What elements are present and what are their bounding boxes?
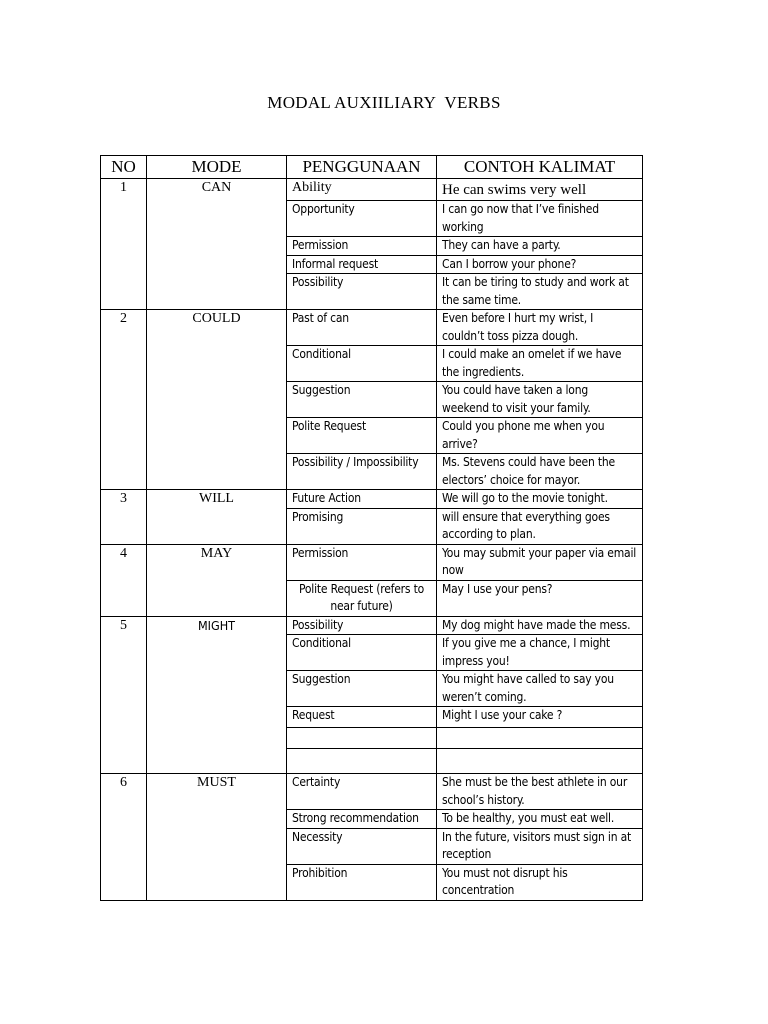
usage-cell: Prohibition [287, 864, 437, 900]
modal-verbs-table [100, 155, 643, 901]
usage-cell: Certainty [287, 774, 437, 810]
example-cell: It can be tiring to study and work at the same time. [437, 274, 643, 310]
usage-cell: Conditional [287, 346, 437, 382]
modal-verb: WILL [147, 490, 287, 545]
row-number: 4 [101, 544, 147, 616]
example-cell: She must be the best athlete in our school’s history. [437, 774, 643, 810]
example-cell: Could you phone me when you arrive? [437, 418, 643, 454]
example-cell: will ensure that everything goes according to plan. [437, 508, 643, 544]
table-header-row [101, 156, 643, 179]
example-cell: My dog might have made the mess. [437, 616, 643, 635]
usage-cell: Possibility [287, 616, 437, 635]
row-number: 6 [101, 774, 147, 901]
usage-cell: Past of can [287, 310, 437, 346]
usage-cell: Opportunity [287, 201, 437, 237]
usage-cell: Ability [287, 179, 437, 201]
header-contoh-kalimat: CONTOH KALIMAT [437, 156, 643, 179]
usage-cell: Promising [287, 508, 437, 544]
example-cell: To be healthy, you must eat well. [437, 810, 643, 829]
example-cell: You could have taken a long weekend to visit your family. [437, 382, 643, 418]
example-cell: He can swims very well [437, 179, 643, 201]
example-cell: Even before I hurt my wrist, I couldn’t toss pizza dough. [437, 310, 643, 346]
usage-cell [287, 749, 437, 774]
example-cell: We will go to the movie tonight. [437, 490, 643, 509]
header-no: NO [101, 156, 147, 179]
table-row [101, 616, 643, 635]
table-row [101, 310, 643, 346]
example-cell: Might I use your cake ? [437, 707, 643, 728]
modal-verb: MAY [147, 544, 287, 616]
usage-cell: Possibility [287, 274, 437, 310]
example-cell: May I use your pens? [437, 580, 643, 616]
row-number: 2 [101, 310, 147, 490]
table-row [101, 179, 643, 201]
row-number: 1 [101, 179, 147, 310]
example-cell: In the future, visitors must sign in at reception [437, 828, 643, 864]
example-cell: Can I borrow your phone? [437, 255, 643, 274]
usage-cell: Request [287, 707, 437, 728]
usage-cell: Suggestion [287, 671, 437, 707]
header-penggunaan: PENGGUNAAN [287, 156, 437, 179]
usage-cell: Permission [287, 237, 437, 256]
usage-cell: Suggestion [287, 382, 437, 418]
usage-cell: Informal request [287, 255, 437, 274]
modal-verb: COULD [147, 310, 287, 490]
usage-cell: Conditional [287, 635, 437, 671]
usage-cell: Permission [287, 544, 437, 580]
usage-cell: Future Action [287, 490, 437, 509]
example-cell: You must not disrupt his concentration [437, 864, 643, 900]
example-cell: Ms. Stevens could have been the electors’ choice for mayor. [437, 454, 643, 490]
example-cell: If you give me a chance, I might impress you! [437, 635, 643, 671]
usage-cell: Polite Request [287, 418, 437, 454]
modal-verb: MIGHT [147, 616, 287, 774]
example-cell: You may submit your paper via email now [437, 544, 643, 580]
usage-cell: Possibility / Impossibility [287, 454, 437, 490]
row-number: 3 [101, 490, 147, 545]
usage-cell: Polite Request (refers to near future) [287, 580, 437, 616]
example-cell [437, 728, 643, 749]
example-cell: They can have a party. [437, 237, 643, 256]
row-number: 5 [101, 616, 147, 774]
modal-verb: CAN [147, 179, 287, 310]
usage-cell [287, 728, 437, 749]
example-cell: You might have called to say you weren’t coming. [437, 671, 643, 707]
document-title: MODAL AUXIILIARY VERBS [267, 93, 501, 112]
example-cell [437, 749, 643, 774]
header-mode: MODE [147, 156, 287, 179]
modal-verb: MUST [147, 774, 287, 901]
example-cell: I could make an omelet if we have the ingredients. [437, 346, 643, 382]
table-row [101, 774, 643, 810]
usage-cell: Strong recommendation [287, 810, 437, 829]
example-cell: I can go now that I’ve finished working [437, 201, 643, 237]
table-row [101, 490, 643, 509]
usage-cell: Necessity [287, 828, 437, 864]
table-row [101, 544, 643, 580]
